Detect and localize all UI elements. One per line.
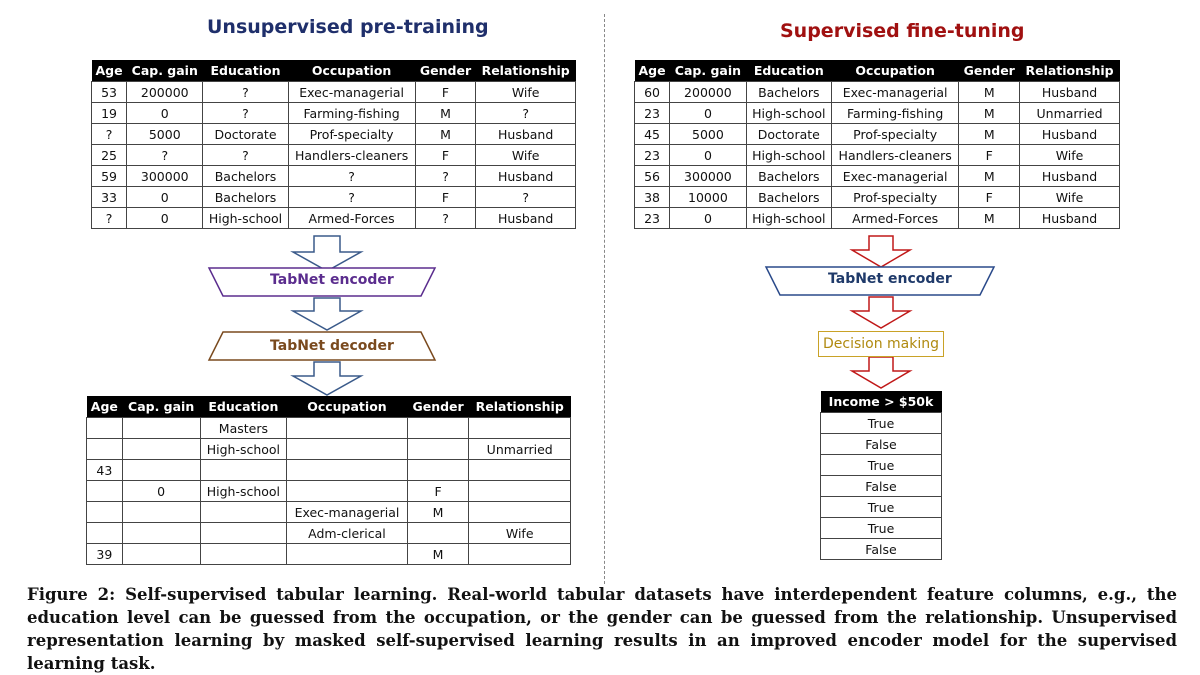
table-cell: 53 (92, 82, 127, 103)
table-cell: 0 (122, 481, 200, 502)
table-cell: False (821, 476, 942, 497)
table-cell: F (407, 481, 469, 502)
arrow-down-icon (293, 362, 361, 395)
table-cell: Prof-specialty (831, 187, 958, 208)
column-header: Gender (415, 60, 476, 82)
table-cell: F (959, 145, 1020, 166)
table-cell: Bachelors (746, 166, 831, 187)
column-header: Relationship (1020, 60, 1120, 82)
table-cell: High-school (746, 103, 831, 124)
table-cell: False (821, 539, 942, 560)
table-cell: Wife (476, 145, 576, 166)
table-cell: ? (415, 208, 476, 229)
table-cell: High-school (203, 208, 288, 229)
column-header: Age (87, 396, 123, 418)
column-header: Gender (959, 60, 1020, 82)
table-cell: F (415, 145, 476, 166)
table-cell: 300000 (127, 166, 203, 187)
table-cell: 59 (92, 166, 127, 187)
column-header: Age (635, 60, 670, 82)
table-cell: M (959, 82, 1020, 103)
table-cell: Husband (1020, 208, 1120, 229)
table-cell: ? (415, 166, 476, 187)
table-cell: True (821, 497, 942, 518)
table-cell: 33 (92, 187, 127, 208)
table-cell: Wife (1020, 145, 1120, 166)
column-header: Gender (407, 396, 469, 418)
table-cell: Masters (200, 418, 287, 439)
column-header: Occupation (287, 396, 408, 418)
table-cell: Farming-fishing (288, 103, 415, 124)
column-header: Occupation (288, 60, 415, 82)
table-cell: Exec-managerial (831, 166, 958, 187)
table-cell: Doctorate (203, 124, 288, 145)
table-cell: Wife (1020, 187, 1120, 208)
table-cell: Armed-Forces (288, 208, 415, 229)
table-cell: M (959, 124, 1020, 145)
finetuning-heading: Supervised fine-tuning (780, 20, 1025, 42)
table-cell: 56 (635, 166, 670, 187)
arrow-down-icon (852, 357, 910, 388)
arrow-down-icon (293, 236, 361, 271)
figure-caption: Figure 2: Self-supervised tabular learning. Real-world tabular datasets have interdependent feature columns, e.g., the education level can be guessed from the occupation, or the gender can be guessed from the relationship. Unsupervised representation learning by masked self-supervised learning results in an improved encoder model for the supervised learning task. (27, 585, 1177, 673)
table-cell: High-school (200, 439, 287, 460)
table-cell: High-school (746, 145, 831, 166)
table-cell: Bachelors (203, 187, 288, 208)
column-header: Cap. gain (670, 60, 747, 82)
column-header: Education (746, 60, 831, 82)
table-cell: Bachelors (746, 187, 831, 208)
table-cell: Wife (476, 82, 576, 103)
column-header: Relationship (469, 396, 571, 418)
table-cell: Doctorate (746, 124, 831, 145)
table-cell: Prof-specialty (831, 124, 958, 145)
table-cell: High-school (746, 208, 831, 229)
table-cell: Adm-clerical (287, 523, 408, 544)
pretraining-heading: Unsupervised pre-training (207, 16, 489, 38)
table-cell: 0 (127, 103, 203, 124)
table-cell: F (415, 187, 476, 208)
table-cell: M (959, 103, 1020, 124)
table-cell: M (407, 502, 469, 523)
arrow-down-icon (852, 297, 910, 328)
table-cell: M (959, 166, 1020, 187)
table-cell: Husband (1020, 124, 1120, 145)
column-header: Relationship (476, 60, 576, 82)
table-cell: 10000 (670, 187, 747, 208)
table-cell: 200000 (670, 82, 747, 103)
table-cell: 23 (635, 103, 670, 124)
table-cell: Husband (476, 208, 576, 229)
table-cell: Exec-managerial (287, 502, 408, 523)
column-header: Age (92, 60, 127, 82)
table-cell: ? (476, 187, 576, 208)
table-cell: Husband (1020, 166, 1120, 187)
table-cell: Handlers-cleaners (288, 145, 415, 166)
table-cell: 5000 (670, 124, 747, 145)
table-cell: Bachelors (203, 166, 288, 187)
table-cell: 60 (635, 82, 670, 103)
table-cell: Unmarried (469, 439, 571, 460)
table-cell: Farming-fishing (831, 103, 958, 124)
table-cell: Wife (469, 523, 571, 544)
table-cell: True (821, 455, 942, 476)
finetuning-encoder-label: TabNet encoder (828, 271, 952, 287)
table-cell: True (821, 518, 942, 539)
column-header: Cap. gain (127, 60, 203, 82)
arrow-down-icon (852, 236, 910, 267)
table-cell: 300000 (670, 166, 747, 187)
table-cell: F (415, 82, 476, 103)
column-header: Cap. gain (122, 396, 200, 418)
table-cell: 38 (635, 187, 670, 208)
table-cell: 19 (92, 103, 127, 124)
table-cell: True (821, 413, 942, 434)
column-header: Income > $50k (821, 391, 942, 413)
table-cell: ? (288, 166, 415, 187)
table-cell: M (415, 103, 476, 124)
arrow-down-icon (293, 298, 361, 330)
table-cell: Armed-Forces (831, 208, 958, 229)
table-cell: 0 (127, 208, 203, 229)
table-cell: ? (288, 187, 415, 208)
table-cell: 39 (87, 544, 123, 565)
table-cell: ? (127, 145, 203, 166)
table-cell: ? (203, 82, 288, 103)
table-cell: Prof-specialty (288, 124, 415, 145)
table-cell: ? (203, 145, 288, 166)
table-cell: 200000 (127, 82, 203, 103)
table-cell: 0 (670, 103, 747, 124)
column-header: Education (200, 396, 287, 418)
table-cell: M (959, 208, 1020, 229)
decision-making-box: Decision making (818, 331, 944, 357)
column-header: Education (203, 60, 288, 82)
table-cell: Husband (476, 124, 576, 145)
table-cell: 0 (670, 208, 747, 229)
table-cell: Handlers-cleaners (831, 145, 958, 166)
column-header: Occupation (831, 60, 958, 82)
table-cell: 0 (127, 187, 203, 208)
table-cell: 23 (635, 145, 670, 166)
table-cell: Unmarried (1020, 103, 1120, 124)
table-cell: ? (203, 103, 288, 124)
table-cell: F (959, 187, 1020, 208)
table-cell: ? (92, 208, 127, 229)
table-cell: ? (476, 103, 576, 124)
table-cell: 23 (635, 208, 670, 229)
table-cell: Husband (476, 166, 576, 187)
table-cell: High-school (200, 481, 287, 502)
table-cell: 43 (87, 460, 123, 481)
table-cell: ? (92, 124, 127, 145)
pretraining-encoder-label: TabNet encoder (270, 272, 394, 288)
table-cell: M (415, 124, 476, 145)
table-cell: Husband (1020, 82, 1120, 103)
table-cell: Exec-managerial (288, 82, 415, 103)
table-cell: 5000 (127, 124, 203, 145)
table-cell: Bachelors (746, 82, 831, 103)
table-cell: False (821, 434, 942, 455)
table-cell: 25 (92, 145, 127, 166)
table-cell: 0 (670, 145, 747, 166)
table-cell: 45 (635, 124, 670, 145)
pretraining-decoder-label: TabNet decoder (270, 338, 394, 354)
table-cell: M (407, 544, 469, 565)
table-cell: Exec-managerial (831, 82, 958, 103)
